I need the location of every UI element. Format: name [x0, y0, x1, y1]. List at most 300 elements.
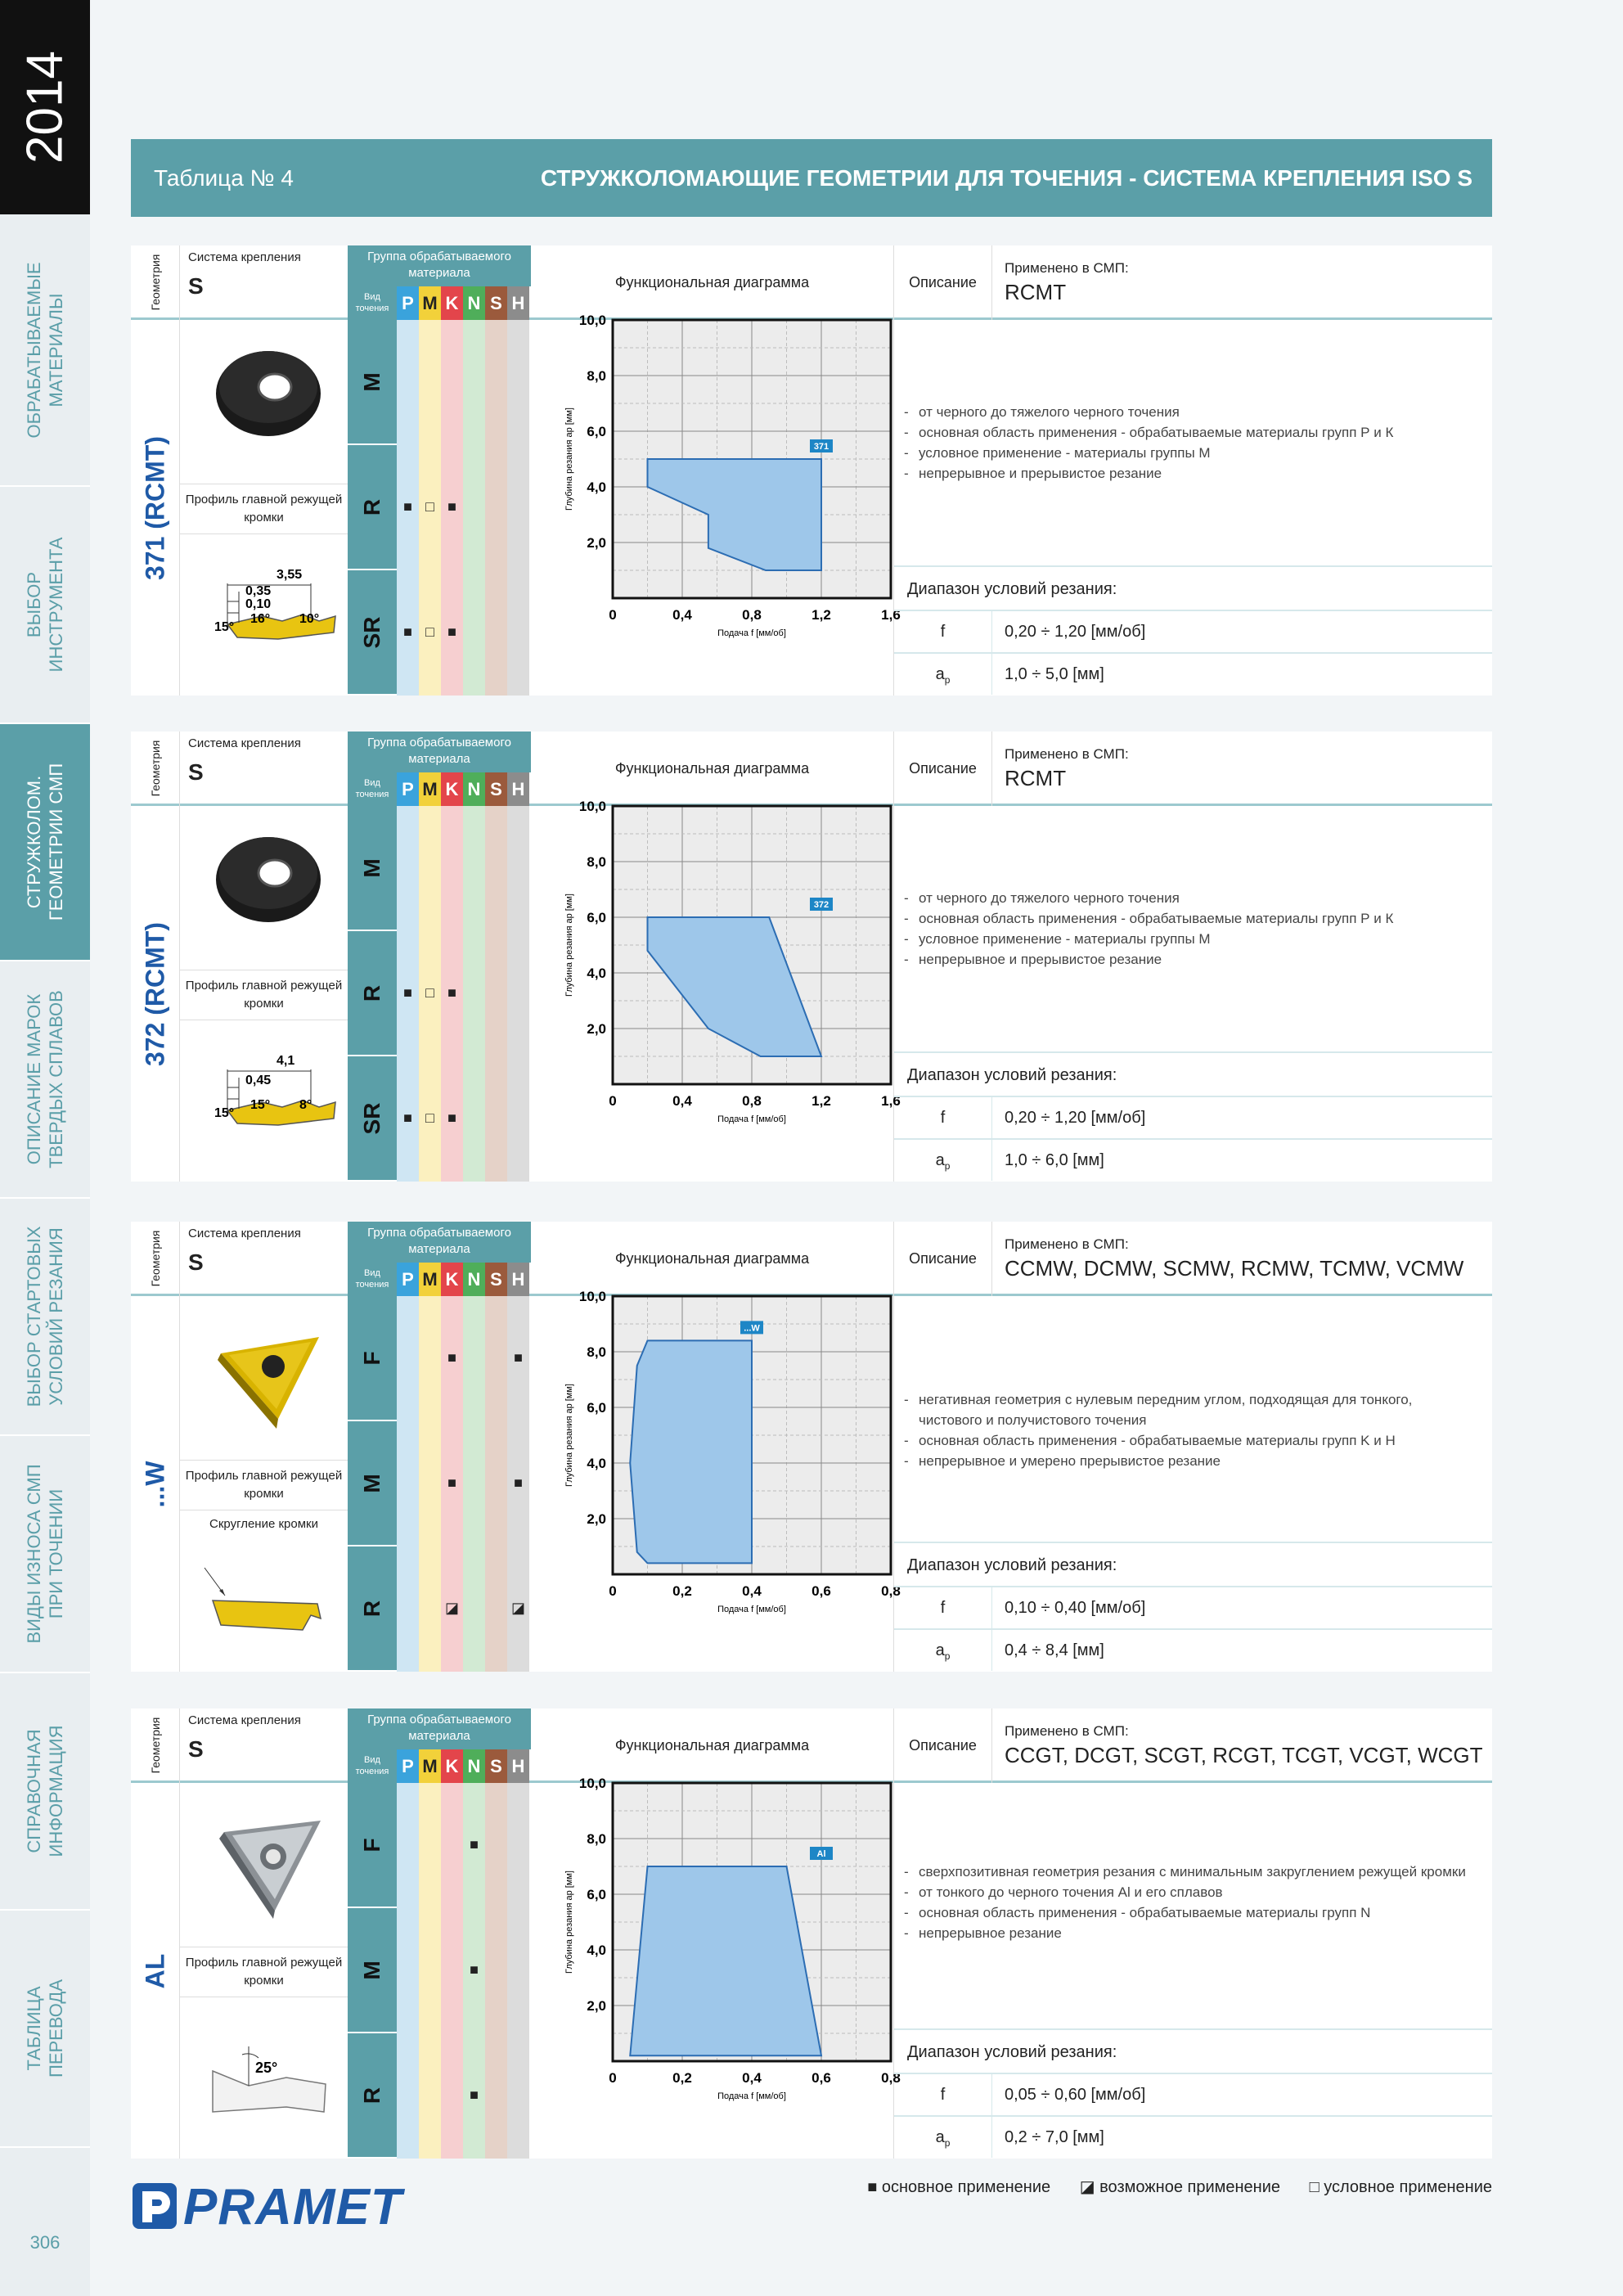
material-m-column: [419, 1296, 441, 1672]
material-s-header: S: [485, 772, 507, 806]
cutting-range-header: Диапазон условий резания:: [894, 2028, 1492, 2073]
x-tick-label: 0,8: [881, 1583, 901, 1599]
material-m-header: M: [419, 772, 441, 806]
description-item: - основная область применения - обрабатываемые материалы групп Р и К: [904, 422, 1477, 443]
y-tick-label: 10,0: [578, 1289, 606, 1304]
turning-type-row: [348, 570, 397, 696]
sketch-area: [180, 534, 348, 696]
material-h-header: H: [507, 1263, 529, 1296]
geometry-header: [131, 1708, 180, 1783]
depth-key: $a_p$: [894, 2117, 992, 2158]
y-tick-label: 4,0: [587, 479, 606, 495]
description-list: [904, 1862, 1477, 1943]
page-number: 306: [29, 2232, 61, 2253]
application-mark: ■: [447, 984, 456, 1001]
y-tick-label: 6,0: [587, 910, 606, 925]
y-tick-label: 2,0: [587, 535, 606, 551]
y-tick-label: 6,0: [587, 1400, 606, 1416]
application-mark: ■: [447, 498, 456, 515]
feed-key: f: [894, 611, 992, 652]
feed-row: [894, 1586, 1492, 1627]
sidebar-tab-label: ТАБЛИЦА ПЕРЕВОДА: [24, 1979, 66, 2078]
application-mark: ■: [403, 1110, 412, 1126]
chart-container: [531, 1289, 901, 1672]
geometry-name: 371 (RCMT): [140, 435, 170, 580]
functional-diagram: [531, 799, 901, 1182]
application-mark: ■: [447, 1349, 456, 1366]
geometry-name: 372 (RCMT): [140, 921, 170, 1066]
turning-type-label: R: [359, 1600, 384, 1617]
material-m-header: M: [419, 1263, 441, 1296]
series-label: Al: [816, 1849, 826, 1859]
sidebar-tab-3[interactable]: [0, 724, 90, 961]
turning-type-row: [348, 806, 397, 931]
material-m-header: M: [419, 1749, 441, 1783]
geometry-panel: [131, 245, 1492, 696]
sidebar-tab-label: ОПИСАНИЕ МАРОК ТВЕРДЫХ СПЛАВОВ: [24, 990, 66, 1168]
material-group-header: Группа обрабатываемого материала: [348, 1222, 531, 1263]
insert-image-column: [180, 806, 348, 1182]
sidebar-tab-7[interactable]: [0, 1673, 90, 1911]
material-k-header: K: [441, 772, 463, 806]
sidebar-tab-label: ВЫБОР СТАРТОВЫХ УСЛОВИЙ РЕЗАНИЯ: [24, 1226, 66, 1407]
sketch-dimension: 15°: [250, 1098, 271, 1112]
system-value: S: [188, 759, 204, 785]
description-header: Описание: [894, 1708, 992, 1783]
y-tick-label: 10,0: [578, 799, 606, 814]
chart-container: [531, 799, 901, 1182]
y-axis-label: Глубина резания ap [мм]: [564, 1871, 574, 1974]
turning-type-header: Вид точения: [348, 286, 397, 320]
turning-type-column: [348, 320, 397, 696]
y-tick-label: 8,0: [587, 854, 606, 870]
pramet-logo: [131, 2180, 409, 2236]
functional-diagram-header: Функциональная диаграмма: [531, 732, 894, 806]
turning-type-row: [348, 320, 397, 445]
panel-header: [131, 1708, 1492, 1783]
series-area: [630, 1340, 752, 1563]
description-item: - негативная геометрия с нулевым передним углом, подходящая для тонкого, чистового и получистового точения: [904, 1389, 1477, 1430]
material-m-column: [419, 1783, 441, 2159]
functional-diagram-header: Функциональная диаграмма: [531, 1708, 894, 1783]
turning-type-label: M: [359, 371, 384, 392]
geometry-header-label: Геометрия: [149, 1230, 162, 1287]
system-label: Система крепления: [188, 1227, 301, 1240]
x-tick-label: 0,8: [881, 2070, 901, 2086]
panel-header: [131, 732, 1492, 806]
application-mark: □: [425, 624, 434, 640]
applied-inserts: RCMT: [1005, 280, 1067, 304]
y-tick-label: 2,0: [587, 1511, 606, 1527]
turning-type-row: [348, 1056, 397, 1182]
legend-primary: ■ основное применение: [867, 2178, 1051, 2196]
material-k-column: [441, 320, 463, 696]
insert-image: [205, 1799, 327, 1926]
x-axis-label: Подача f [мм/об]: [717, 628, 786, 638]
turning-type-row: [348, 445, 397, 570]
chart-container: [531, 313, 901, 696]
geometry-panel: [131, 732, 1492, 1182]
turning-type-label: R: [359, 498, 384, 515]
material-p-column: [397, 320, 419, 696]
functional-diagram-header: Функциональная диаграмма: [531, 245, 894, 320]
x-tick-label: 0,2: [672, 2070, 692, 2086]
depth-value: 0,4 ÷ 8,4 [мм]: [1005, 1641, 1104, 1659]
depth-row: [894, 652, 1492, 693]
description-list: [904, 888, 1477, 970]
geometry-header: [131, 732, 180, 806]
insert-image: [205, 822, 327, 949]
y-tick-label: 2,0: [587, 1998, 606, 2014]
turning-type-label: SR: [359, 1102, 384, 1134]
depth-key: $a_p$: [894, 654, 992, 695]
feed-value: 0,05 ÷ 0,60 [мм/об]: [1005, 2086, 1146, 2104]
material-k-header: K: [441, 1263, 463, 1296]
sidebar-tab-5[interactable]: [0, 1199, 90, 1436]
depth-key: $a_p$: [894, 1140, 992, 1181]
insert-image: [205, 336, 327, 463]
sidebar-tab-1[interactable]: [0, 214, 90, 487]
sketch-dimension: 25°: [255, 2060, 278, 2076]
application-mark: ■: [470, 2087, 479, 2103]
material-h-column: [507, 1783, 529, 2159]
turning-type-row: [348, 1546, 397, 1672]
sketch-dimension: 0,10: [245, 597, 272, 611]
y-tick-label: 4,0: [587, 1943, 606, 1958]
y-tick-label: 8,0: [587, 1831, 606, 1847]
applied-inserts: RCMT: [1005, 766, 1067, 790]
y-tick-label: 4,0: [587, 966, 606, 981]
material-h-header: H: [507, 286, 529, 320]
application-mark: ■: [447, 1110, 456, 1126]
turning-type-header: Вид точения: [348, 772, 397, 806]
material-p-column: [397, 806, 419, 1182]
sidebar-tab-label: ВЫБОР ИНСТРУМЕНТА: [24, 537, 66, 673]
material-s-column: [485, 806, 507, 1182]
material-n-header: N: [463, 1263, 485, 1296]
y-tick-label: 10,0: [578, 313, 606, 328]
geometry-name: AL: [140, 1953, 170, 1988]
legend: [843, 2177, 1492, 2197]
material-group-header: Группа обрабатываемого материала: [348, 732, 531, 772]
description-item: - основная область применения - обрабатываемые материалы групп N: [904, 1902, 1477, 1923]
x-tick-label: 0,4: [672, 1093, 692, 1109]
turning-type-column: [348, 1296, 397, 1672]
material-m-column: [419, 320, 441, 696]
turning-type-label: SR: [359, 616, 384, 648]
x-tick-label: 0,2: [672, 1583, 692, 1599]
logo-text: PRAMET: [183, 2179, 402, 2235]
material-group-header: Группа обрабатываемого материала: [348, 1708, 531, 1749]
turning-type-row: [348, 1421, 397, 1546]
geometry-header: [131, 1222, 180, 1296]
description-item: - от тонкого до черного точения Al и его сплавов: [904, 1882, 1477, 1902]
edge-profile-sketch: [180, 1020, 348, 1182]
material-n-column: [463, 1783, 485, 2159]
feed-key: f: [894, 1587, 992, 1628]
x-tick-label: 1,2: [812, 1093, 831, 1109]
material-n-header: N: [463, 772, 485, 806]
sketch-dimension: 3,55: [276, 568, 303, 582]
x-tick-label: 1,6: [881, 1093, 901, 1109]
year-label: 2014: [16, 51, 74, 164]
material-k-header: K: [441, 1749, 463, 1783]
feed-value: 0,20 ÷ 1,20 [мм/об]: [1005, 623, 1146, 641]
year-block: [0, 0, 90, 214]
x-tick-label: 0,8: [742, 1093, 762, 1109]
al-insert-image: [205, 1799, 327, 1922]
sidebar-tab-6[interactable]: [0, 1436, 90, 1673]
sketch-area: [180, 1997, 348, 2159]
edge-profile-sketch: [180, 534, 348, 696]
x-tick-label: 1,6: [881, 607, 901, 623]
description-item: - основная область применения - обрабатываемые материалы групп Р и К: [904, 908, 1477, 929]
round-insert-image: [205, 336, 327, 459]
turning-type-row: [348, 1296, 397, 1421]
sidebar-tab-4[interactable]: [0, 961, 90, 1199]
application-mark: ■: [447, 624, 456, 640]
material-p-header: P: [397, 1749, 419, 1783]
application-mark: □: [425, 984, 434, 1001]
cutting-range-header: Диапазон условий резания:: [894, 1051, 1492, 1096]
geometry-name-cell: [131, 1783, 180, 2159]
description-item: - основная область применения - обрабатываемые материалы групп K и H: [904, 1430, 1477, 1451]
material-s-header: S: [485, 1749, 507, 1783]
geometry-header-label: Геометрия: [149, 740, 162, 797]
x-tick-label: 0,6: [812, 2070, 831, 2086]
x-tick-label: 0: [609, 1093, 617, 1109]
edge-profile-sketch: [180, 1997, 348, 2159]
geometry-name-cell: [131, 1296, 180, 1672]
functional-diagram-header: Функциональная диаграмма: [531, 1222, 894, 1296]
system-value: S: [188, 273, 204, 299]
application-mark: ■: [403, 984, 412, 1001]
turning-type-label: R: [359, 984, 384, 1002]
x-tick-label: 0,4: [742, 2070, 762, 2086]
sketch-dimension: 8°: [299, 1098, 312, 1112]
sketch-dimension: 10°: [299, 612, 320, 626]
insert-image: [205, 1312, 327, 1439]
functional-diagram: [531, 1776, 901, 2159]
material-k-column: [441, 1783, 463, 2159]
turning-type-label: R: [359, 2087, 384, 2104]
geometry-panel: [131, 1222, 1492, 1672]
feed-value: 0,10 ÷ 0,40 [мм/об]: [1005, 1599, 1146, 1617]
sketch-dimension: 0,45: [245, 1074, 272, 1087]
system-value: S: [188, 1249, 204, 1275]
material-h-column: [507, 320, 529, 696]
series-label: 371: [813, 442, 829, 452]
material-s-column: [485, 1783, 507, 2159]
sketch-dimension: 15°: [214, 1106, 235, 1120]
panel-header: [131, 245, 1492, 320]
description-item: - от черного до тяжелого черного точения: [904, 402, 1477, 422]
triangle-insert-image: [205, 1312, 327, 1435]
cutting-range-header: Диапазон условий резания:: [894, 565, 1492, 610]
applied-label: Применено в СМП:: [1005, 1723, 1129, 1739]
depth-value: 0,2 ÷ 7,0 [мм]: [1005, 2128, 1104, 2146]
turning-type-column: [348, 1783, 397, 2159]
material-p-header: P: [397, 1263, 419, 1296]
application-mark: ■: [470, 1836, 479, 1853]
turning-type-label: M: [359, 858, 384, 878]
description-list: [904, 402, 1477, 484]
sidebar-tab-label: СТРУЖКОЛОМ. ГЕОМЕТРИИ СМП: [24, 763, 66, 921]
system-value: S: [188, 1736, 204, 1762]
sidebar-tab-label: СПРАВОЧНАЯ ИНФОРМАЦИЯ: [24, 1725, 66, 1857]
insert-image-column: [180, 1783, 348, 2159]
application-mark: ■: [403, 624, 412, 640]
geometry-panel: [131, 1708, 1492, 2159]
feed-key: f: [894, 2074, 992, 2115]
depth-value: 1,0 ÷ 6,0 [мм]: [1005, 1151, 1104, 1169]
turning-type-row: [348, 931, 397, 1056]
applied-label: Применено в СМП:: [1005, 746, 1129, 762]
description-item: - сверхпозитивная геометрия резания с минимальным закруглением режущей кромки: [904, 1862, 1477, 1882]
geometry-header-label: Геометрия: [149, 254, 162, 311]
feed-row: [894, 610, 1492, 651]
x-tick-label: 0: [609, 607, 617, 623]
material-k-header: K: [441, 286, 463, 320]
material-p-column: [397, 1783, 419, 2159]
x-axis-label: Подача f [мм/об]: [717, 2091, 786, 2101]
material-m-column: [419, 806, 441, 1182]
sidebar-tab-2[interactable]: [0, 487, 90, 724]
chart-container: [531, 1776, 901, 2159]
legend-conditional: □ условное применение: [1309, 2178, 1492, 2196]
system-label: Система крепления: [188, 1713, 301, 1727]
description-list: [904, 1389, 1477, 1471]
description-item: - непрерывное и прерывистое резание: [904, 463, 1477, 484]
feed-key: f: [894, 1097, 992, 1138]
material-p-column: [397, 1296, 419, 1672]
application-mark: ◪: [444, 1600, 459, 1616]
x-axis-label: Подача f [мм/об]: [717, 1114, 786, 1124]
description-header: Описание: [894, 1222, 992, 1296]
depth-row: [894, 1138, 1492, 1179]
geometry-header-label: Геометрия: [149, 1717, 162, 1774]
geometry-header: [131, 245, 180, 320]
material-n-column: [463, 320, 485, 696]
sketch-dimension: 0,35: [245, 584, 272, 598]
turning-type-row: [348, 1783, 397, 1908]
round-insert-image: [205, 822, 327, 945]
turning-type-label: F: [359, 1837, 384, 1853]
y-tick-label: 6,0: [587, 424, 606, 439]
material-p-header: P: [397, 286, 419, 320]
sidebar: [0, 0, 90, 2296]
y-tick-label: 10,0: [578, 1776, 606, 1791]
turning-type-label: M: [359, 1473, 384, 1493]
material-k-column: [441, 1296, 463, 1672]
x-tick-label: 0: [609, 1583, 617, 1599]
x-tick-label: 0,8: [742, 607, 762, 623]
sketch-dimension: 15°: [214, 620, 235, 634]
y-tick-label: 2,0: [587, 1021, 606, 1037]
sketch-area: [180, 1510, 348, 1672]
functional-diagram: [531, 313, 901, 696]
applied-inserts: CCGT, DCGT, SCGT, RCGT, TCGT, VCGT, WCGT: [1005, 1743, 1483, 1767]
x-tick-label: 0,6: [812, 1583, 831, 1599]
functional-diagram: [531, 1289, 901, 1672]
profile-label: Профиль главной режущей кромки: [180, 1947, 348, 1997]
y-tick-label: 8,0: [587, 1344, 606, 1360]
material-s-header: S: [485, 1263, 507, 1296]
x-tick-label: 0,4: [672, 607, 692, 623]
insert-image-column: [180, 1296, 348, 1672]
turning-type-row: [348, 1908, 397, 2033]
application-mark: ■: [470, 1961, 479, 1978]
applied-label: Применено в СМП:: [1005, 1236, 1129, 1252]
depth-row: [894, 1628, 1492, 1669]
sidebar-tab-label: ВИДЫ ИЗНОСА СМП ПРИ ТОЧЕНИИ: [24, 1464, 66, 1644]
geometry-name-cell: [131, 320, 180, 696]
profile-label: Профиль главной режущей кромки: [180, 1460, 348, 1510]
material-m-header: M: [419, 286, 441, 320]
feed-value: 0,20 ÷ 1,20 [мм/об]: [1005, 1109, 1146, 1127]
y-axis-label: Глубина резания ap [мм]: [564, 894, 574, 997]
material-h-header: H: [507, 772, 529, 806]
y-axis-label: Глубина резания ap [мм]: [564, 407, 574, 511]
sidebar-tab-8[interactable]: [0, 1911, 90, 2148]
y-tick-label: 8,0: [587, 368, 606, 384]
sketch-dimension: 16°: [250, 612, 271, 626]
sketch-area: [180, 1020, 348, 1182]
y-axis-label: Глубина резания ap [мм]: [564, 1384, 574, 1487]
turning-type-column: [348, 806, 397, 1182]
application-mark: ■: [514, 1474, 523, 1491]
feed-row: [894, 2073, 1492, 2114]
series-label: 372: [813, 900, 829, 910]
material-s-column: [485, 1296, 507, 1672]
series-label: ...W: [744, 1323, 760, 1334]
material-s-header: S: [485, 286, 507, 320]
material-n-column: [463, 1296, 485, 1672]
material-k-column: [441, 806, 463, 1182]
material-group-header: Группа обрабатываемого материала: [348, 245, 531, 286]
turning-type-label: M: [359, 1960, 384, 1980]
application-mark: ◪: [510, 1600, 525, 1616]
cutting-range-header: Диапазон условий резания:: [894, 1542, 1492, 1586]
description-header: Описание: [894, 245, 992, 320]
material-h-column: [507, 1296, 529, 1672]
table-number: Таблица № 4: [154, 165, 294, 191]
applied-inserts: CCMW, DCMW, SCMW, RCMW, TCMW, VCMW: [1005, 1256, 1464, 1281]
profile-label: Профиль главной режущей кромки: [180, 484, 348, 534]
geometry-name: ...W: [140, 1461, 170, 1507]
application-mark: ■: [403, 498, 412, 515]
insert-image-column: [180, 320, 348, 696]
material-p-header: P: [397, 772, 419, 806]
depth-value: 1,0 ÷ 5,0 [мм]: [1005, 665, 1104, 683]
y-tick-label: 4,0: [587, 1456, 606, 1471]
application-mark: □: [425, 498, 434, 515]
material-s-column: [485, 320, 507, 696]
depth-row: [894, 2115, 1492, 2156]
edge-profile-sketch: [180, 1510, 348, 1672]
x-tick-label: 0: [609, 2070, 617, 2086]
system-label: Система крепления: [188, 250, 301, 264]
turning-type-header: Вид точения: [348, 1749, 397, 1783]
profile-label: Профиль главной режущей кромки: [180, 970, 348, 1020]
x-axis-label: Подача f [мм/об]: [717, 1605, 786, 1614]
description-item: - условное применение - материалы группы М: [904, 443, 1477, 463]
turning-type-header: Вид точения: [348, 1263, 397, 1296]
x-tick-label: 1,2: [812, 607, 831, 623]
description-item: - непрерывное резание: [904, 1923, 1477, 1943]
sketch-dimension: 4,1: [276, 1054, 295, 1068]
material-h-header: H: [507, 1749, 529, 1783]
